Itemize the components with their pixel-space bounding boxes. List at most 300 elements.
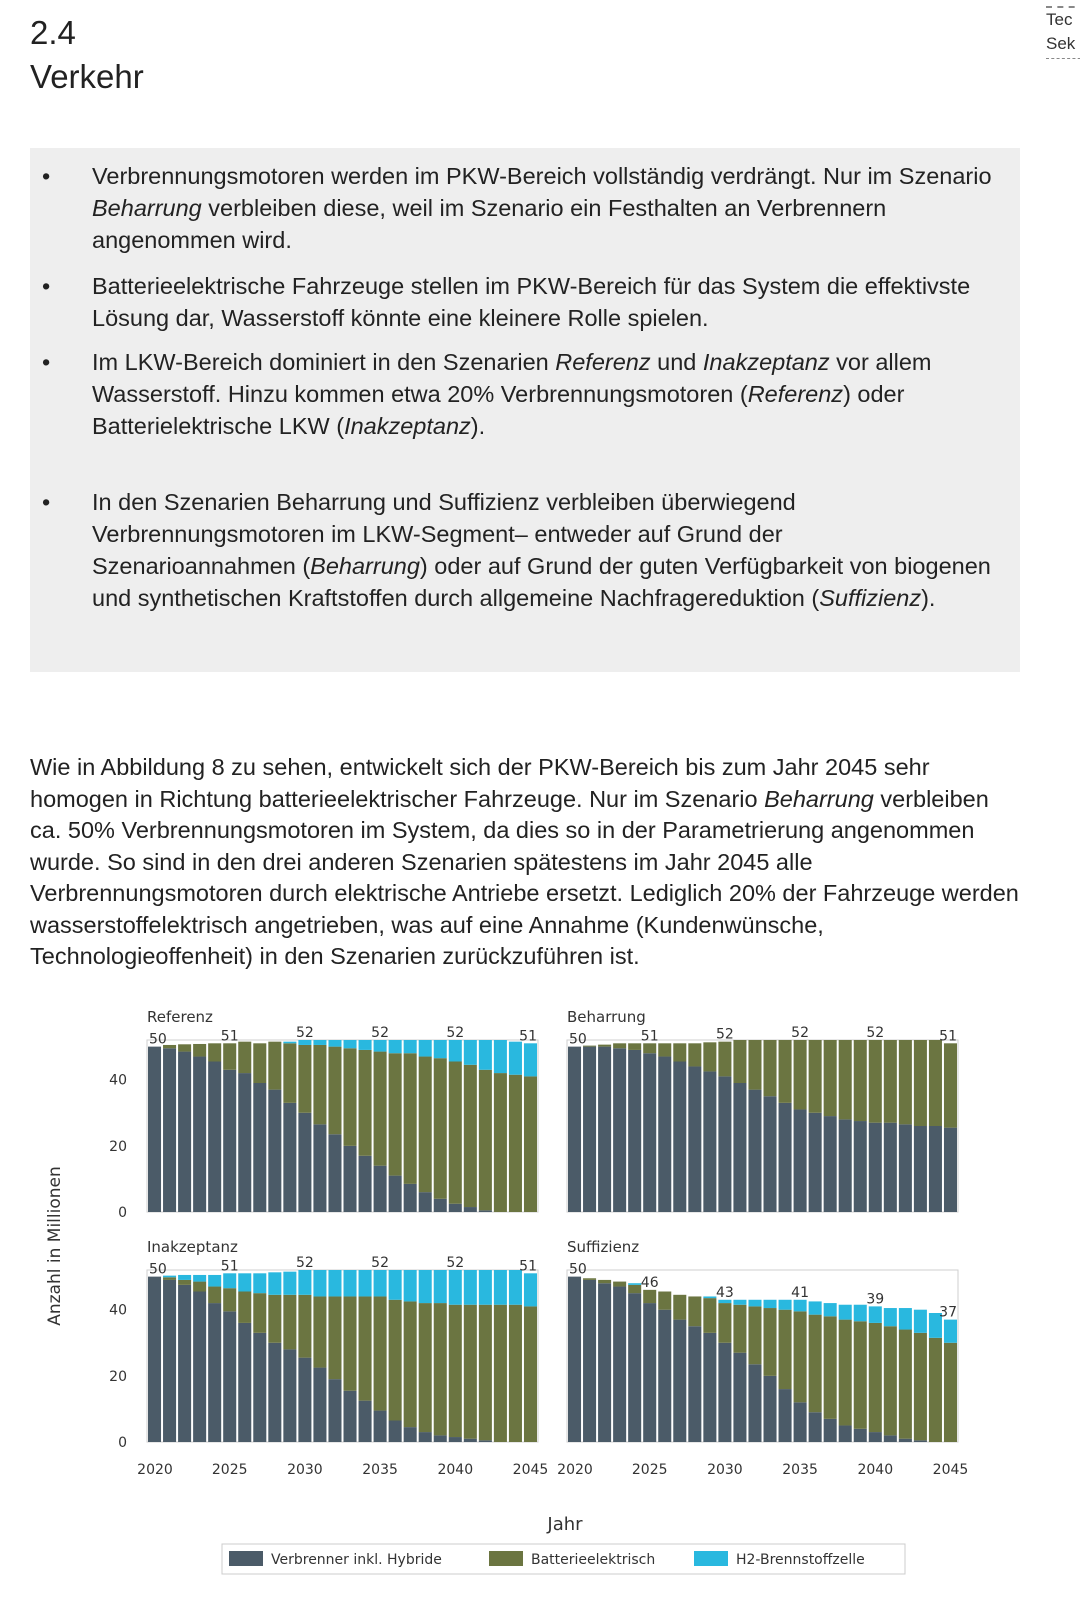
legend-swatch xyxy=(694,1551,728,1566)
bar-segment xyxy=(613,1287,626,1442)
bar-segment xyxy=(718,1343,731,1442)
bar-segment xyxy=(208,1275,221,1287)
bar-segment xyxy=(223,1043,236,1069)
bar-segment xyxy=(764,1376,777,1442)
bar-segment xyxy=(238,1042,251,1073)
bar-segment xyxy=(419,1192,432,1212)
bullet-text: Verbrennungsmotoren werden im PKW-Bereich vollständig verdrängt. Nur im Szenario Beharrung verbleiben diese, weil im Szenario ein Festhalten an Verbrennern angenommen wird. xyxy=(92,163,992,253)
bar-segment xyxy=(944,1343,957,1442)
total-label: 51 xyxy=(220,1258,239,1275)
bar-segment xyxy=(658,1310,671,1442)
total-label: 52 xyxy=(715,1026,734,1043)
bar-segment xyxy=(328,1047,341,1135)
bar-segment xyxy=(869,1306,882,1323)
bar-segment xyxy=(839,1425,852,1442)
bar-segment xyxy=(223,1288,236,1311)
total-label: 52 xyxy=(295,1255,314,1271)
bar-segment xyxy=(568,1047,581,1212)
bar-segment xyxy=(809,1113,822,1212)
bar-segment xyxy=(253,1333,266,1442)
bar-segment xyxy=(419,1270,432,1303)
bar-segment xyxy=(583,1280,596,1442)
bar-segment xyxy=(899,1330,912,1439)
y-tick-label: 40 xyxy=(109,1302,127,1319)
bar-segment xyxy=(208,1043,221,1061)
bar-segment xyxy=(193,1282,206,1292)
bar-segment xyxy=(884,1435,897,1442)
bar-segment xyxy=(824,1116,837,1212)
bar-segment xyxy=(464,1040,477,1065)
bar-segment xyxy=(464,1305,477,1439)
chart-panel xyxy=(567,1008,958,1212)
bar-segment xyxy=(673,1043,686,1061)
section-number: 2.4 xyxy=(30,14,76,51)
total-label: 41 xyxy=(791,1284,810,1301)
bar-segment xyxy=(779,1040,792,1103)
legend-entry xyxy=(489,1551,655,1568)
bar-segment xyxy=(854,1121,867,1212)
bullet-text: Batterieelektrische Fahrzeuge stellen im PKW-Bereich für das System die effektivste Lösung dar, Wasserstoff könnte eine kleinere Rolle spielen. xyxy=(92,273,971,331)
bar-segment xyxy=(899,1040,912,1124)
bar-segment xyxy=(658,1057,671,1212)
bar-segment xyxy=(869,1432,882,1442)
panel-title: Suffizienz xyxy=(567,1238,640,1256)
x-tick-label: 2035 xyxy=(782,1462,818,1478)
bar-segment xyxy=(839,1320,852,1426)
bar-segment xyxy=(344,1296,357,1390)
total-label: 50 xyxy=(149,1031,167,1048)
bar-segment xyxy=(643,1290,656,1303)
bar-segment xyxy=(374,1270,387,1296)
bar-segment xyxy=(208,1303,221,1442)
bar-segment xyxy=(298,1270,311,1295)
bar-segment xyxy=(914,1040,927,1126)
bar-segment xyxy=(193,1044,206,1057)
bar-segment xyxy=(944,1043,957,1127)
total-label: 46 xyxy=(640,1274,659,1291)
bar-segment xyxy=(148,1277,161,1442)
bar-segment xyxy=(389,1040,402,1053)
bar-segment xyxy=(283,1103,296,1212)
bar-segment xyxy=(688,1066,701,1212)
bar-segment xyxy=(268,1272,281,1294)
bar-segment xyxy=(524,1076,537,1212)
bar-segment xyxy=(328,1379,341,1442)
bar-segment xyxy=(524,1043,537,1076)
bar-segment xyxy=(253,1273,266,1293)
x-tick-label: 2045 xyxy=(512,1462,549,1478)
bar-segment xyxy=(899,1308,912,1330)
y-axis-label: Anzahl in Millionen xyxy=(45,1166,65,1326)
bar-segment xyxy=(613,1048,626,1212)
bar-segment xyxy=(733,1305,746,1353)
total-label: 51 xyxy=(519,1028,537,1045)
emphasis: Beharrung xyxy=(310,553,420,579)
bar-segment xyxy=(658,1292,671,1310)
bar-segment xyxy=(914,1333,927,1441)
bar-segment xyxy=(628,1050,641,1212)
bar-segment xyxy=(404,1053,417,1184)
bar-segment xyxy=(524,1273,537,1306)
bar-segment xyxy=(238,1273,251,1291)
bar-segment xyxy=(434,1040,447,1058)
bar-segment xyxy=(344,1048,357,1146)
bar-segment xyxy=(178,1275,191,1280)
bar-segment xyxy=(449,1270,462,1305)
bar-segment xyxy=(434,1058,447,1199)
total-label: 52 xyxy=(791,1025,810,1041)
x-tick-label: 2025 xyxy=(211,1462,248,1478)
bar-segment xyxy=(404,1184,417,1212)
bar-segment xyxy=(643,1043,656,1053)
bar-segment xyxy=(869,1123,882,1212)
total-label: 39 xyxy=(866,1291,885,1308)
bar-segment xyxy=(268,1295,281,1343)
x-tick-label: 2040 xyxy=(437,1462,474,1478)
bar-segment xyxy=(568,1277,581,1442)
bar-segment xyxy=(434,1270,447,1303)
total-label: 52 xyxy=(446,1025,465,1041)
bar-segment xyxy=(794,1402,807,1442)
bar-segment xyxy=(419,1303,432,1432)
bar-segment xyxy=(779,1300,792,1310)
bar-segment xyxy=(389,1300,402,1421)
bar-segment xyxy=(809,1315,822,1413)
body-paragraph: Wie in Abbildung 8 zu sehen, entwickelt sich der PKW-Bereich bis zum Jahr 2045 sehr homogen in Richtung batterieelektrischer Fahrzeuge. Nur im Szenario Beharrung verbleiben ca. 50% Verbrennungsmotoren im System, da dies so in der Parametrierung angenommen wurde. So sind in den drei anderen Szenarien spätestens im Jahr 2045 alle Verbrennungsmotoren durch elektrische Antriebe ersetzt. Lediglich 20% der Fahrzeuge werden wasserstoffelektrisch angetrieben, was auf eine Annahme (Kundenwünsche, Technologieoffenheit) in den Szenarien zurückzuführen ist. xyxy=(30,754,1019,969)
bar-segment xyxy=(598,1045,611,1047)
bar-segment xyxy=(884,1326,897,1435)
bar-segment xyxy=(464,1439,477,1442)
bar-segment xyxy=(404,1270,417,1301)
bar-segment xyxy=(238,1073,251,1212)
bar-segment xyxy=(193,1057,206,1212)
bar-segment xyxy=(464,1207,477,1212)
x-tick-label: 2020 xyxy=(557,1462,593,1478)
bar-segment xyxy=(268,1343,281,1442)
bar-segment xyxy=(464,1270,477,1305)
bar-segment xyxy=(824,1419,837,1442)
x-tick-label: 2035 xyxy=(362,1462,398,1478)
panel-title: Referenz xyxy=(147,1008,213,1026)
bar-segment xyxy=(344,1146,357,1212)
total-label: 52 xyxy=(295,1025,314,1041)
x-tick-label: 2030 xyxy=(287,1462,323,1478)
bar-segment xyxy=(598,1280,611,1283)
legend-entry xyxy=(694,1551,865,1568)
bar-segment xyxy=(628,1043,641,1050)
bar-segment xyxy=(223,1273,236,1288)
bullet-dot: • xyxy=(42,273,51,299)
emphasis: Beharrung xyxy=(764,785,874,812)
bar-segment xyxy=(328,1040,341,1047)
bar-segment xyxy=(733,1353,746,1442)
bar-segment xyxy=(613,1282,626,1287)
bar-segment xyxy=(479,1270,492,1305)
bar-segment xyxy=(854,1321,867,1429)
bar-segment xyxy=(673,1295,686,1320)
bar-segment xyxy=(583,1047,596,1212)
bar-segment xyxy=(764,1300,777,1308)
x-tick-label: 2025 xyxy=(631,1462,668,1478)
bar-segment xyxy=(359,1296,372,1400)
bar-segment xyxy=(268,1042,281,1090)
bar-segment xyxy=(748,1090,761,1212)
bar-segment xyxy=(268,1090,281,1212)
total-label: 50 xyxy=(569,1031,587,1048)
bar-segment xyxy=(628,1293,641,1442)
bar-segment xyxy=(178,1052,191,1212)
bar-segment xyxy=(658,1043,671,1056)
bar-segment xyxy=(479,1440,492,1442)
bar-segment xyxy=(479,1305,492,1441)
bar-segment xyxy=(208,1287,221,1304)
bar-segment xyxy=(163,1048,176,1212)
bar-segment xyxy=(718,1303,731,1343)
y-tick-label: 0 xyxy=(118,1205,127,1221)
legend-label: H2-Brennstoffzelle xyxy=(736,1552,865,1568)
bar-segment xyxy=(223,1070,236,1212)
bar-segment xyxy=(434,1435,447,1442)
bar-segment xyxy=(509,1075,522,1212)
bar-segment xyxy=(809,1412,822,1442)
bar-segment xyxy=(479,1070,492,1211)
bar-segment xyxy=(824,1040,837,1116)
bar-segment xyxy=(374,1040,387,1052)
bar-segment xyxy=(899,1124,912,1212)
total-label: 51 xyxy=(220,1028,239,1045)
bar-segment xyxy=(298,1358,311,1442)
bar-segment xyxy=(344,1040,357,1048)
bar-segment xyxy=(193,1275,206,1282)
bar-segment xyxy=(914,1440,927,1442)
bar-segment xyxy=(359,1050,372,1156)
bar-segment xyxy=(628,1283,641,1285)
x-tick-label: 2030 xyxy=(707,1462,743,1478)
bar-segment xyxy=(359,1156,372,1212)
bar-segment xyxy=(449,1305,462,1437)
bar-segment xyxy=(193,1292,206,1443)
bar-segment xyxy=(313,1040,326,1045)
bar-segment xyxy=(178,1285,191,1442)
emphasis: Beharrung xyxy=(92,195,202,221)
bar-segment xyxy=(253,1043,266,1083)
total-label: 50 xyxy=(149,1261,167,1278)
bar-segment xyxy=(223,1311,236,1442)
bar-segment xyxy=(374,1296,387,1410)
bar-segment xyxy=(809,1040,822,1113)
total-label: 37 xyxy=(939,1304,957,1321)
legend-swatch xyxy=(229,1551,263,1566)
bar-segment xyxy=(208,1062,221,1213)
bar-segment xyxy=(809,1301,822,1314)
bar-segment xyxy=(344,1391,357,1442)
legend-label: Batterieelektrisch xyxy=(531,1552,656,1568)
bar-segment xyxy=(794,1040,807,1109)
bar-segment xyxy=(884,1123,897,1212)
bar-segment xyxy=(764,1040,777,1096)
bar-segment xyxy=(374,1411,387,1442)
bar-segment xyxy=(914,1126,927,1212)
bar-segment xyxy=(359,1270,372,1296)
chart-panel xyxy=(109,1008,538,1221)
bar-segment xyxy=(449,1204,462,1212)
bar-segment xyxy=(389,1270,402,1300)
x-axis-label: Jahr xyxy=(547,1514,583,1535)
bar-segment xyxy=(419,1057,432,1193)
bar-segment xyxy=(328,1134,341,1212)
total-label: 52 xyxy=(866,1025,885,1041)
bar-segment xyxy=(253,1083,266,1212)
bar-segment xyxy=(283,1043,296,1103)
bar-segment xyxy=(643,1053,656,1212)
total-label: 52 xyxy=(446,1255,465,1271)
bar-segment xyxy=(839,1040,852,1119)
bar-segment xyxy=(869,1040,882,1123)
bar-segment xyxy=(283,1042,296,1044)
bar-segment xyxy=(238,1292,251,1323)
bar-segment xyxy=(598,1047,611,1212)
y-tick-label: 20 xyxy=(109,1138,127,1155)
bar-segment xyxy=(839,1305,852,1320)
bar-segment xyxy=(748,1300,761,1307)
bar-segment xyxy=(419,1432,432,1442)
panel-title: Inakzeptanz xyxy=(147,1238,238,1256)
bar-segment xyxy=(344,1270,357,1296)
x-tick-label: 2045 xyxy=(932,1462,969,1478)
bar-segment xyxy=(494,1073,507,1212)
legend-entry xyxy=(229,1551,442,1568)
bar-segment xyxy=(733,1300,746,1305)
bar-segment xyxy=(313,1368,326,1442)
bar-segment xyxy=(494,1305,507,1442)
x-tick-label: 2020 xyxy=(137,1462,173,1478)
bar-segment xyxy=(509,1042,522,1075)
bar-segment xyxy=(479,1040,492,1070)
bar-segment xyxy=(794,1311,807,1402)
bar-segment xyxy=(404,1040,417,1053)
bar-segment xyxy=(163,1277,176,1280)
legend-swatch xyxy=(489,1551,523,1566)
bar-segment xyxy=(748,1040,761,1090)
emphasis: Referenz xyxy=(747,381,844,407)
bar-segment xyxy=(389,1053,402,1175)
bar-segment xyxy=(509,1270,522,1305)
bar-segment xyxy=(253,1293,266,1333)
bar-segment xyxy=(359,1040,372,1050)
bar-segment xyxy=(283,1272,296,1295)
bullet-dot: • xyxy=(42,163,51,189)
bar-segment xyxy=(944,1320,957,1343)
bar-segment xyxy=(779,1103,792,1212)
running-header-line-1: Tec xyxy=(1046,10,1073,29)
bar-segment xyxy=(929,1040,942,1126)
bar-segment xyxy=(794,1300,807,1312)
bar-segment xyxy=(733,1040,746,1083)
bar-segment xyxy=(163,1280,176,1442)
bar-segment xyxy=(718,1076,731,1212)
bar-segment xyxy=(703,1042,716,1071)
y-tick-label: 40 xyxy=(109,1072,127,1089)
legend-label: Verbrenner inkl. Hybride xyxy=(271,1552,442,1568)
bar-segment xyxy=(899,1439,912,1442)
bar-segment xyxy=(313,1124,326,1212)
bar-segment xyxy=(583,1278,596,1280)
bar-segment xyxy=(479,1210,492,1212)
bar-segment xyxy=(494,1040,507,1073)
bar-segment xyxy=(178,1280,191,1285)
bar-segment xyxy=(298,1045,311,1113)
bar-segment xyxy=(673,1320,686,1442)
bar-segment xyxy=(494,1270,507,1305)
bar-segment xyxy=(404,1427,417,1442)
bar-segment xyxy=(298,1295,311,1358)
bar-segment xyxy=(313,1296,326,1367)
panel-title: Beharrung xyxy=(567,1008,646,1026)
bar-segment xyxy=(434,1199,447,1212)
x-tick-label: 2040 xyxy=(857,1462,894,1478)
bar-segment xyxy=(794,1109,807,1212)
total-label: 51 xyxy=(519,1258,537,1275)
bar-segment xyxy=(434,1303,447,1435)
bar-segment xyxy=(328,1296,341,1379)
bar-segment xyxy=(178,1044,191,1051)
bar-segment xyxy=(703,1298,716,1333)
total-label: 50 xyxy=(569,1261,587,1278)
bar-segment xyxy=(328,1270,341,1296)
bar-segment xyxy=(613,1043,626,1048)
bar-segment xyxy=(449,1437,462,1442)
bar-segment xyxy=(464,1065,477,1207)
total-label: 43 xyxy=(715,1284,734,1301)
bar-segment xyxy=(839,1119,852,1212)
bar-segment xyxy=(673,1062,686,1213)
bar-segment xyxy=(449,1062,462,1204)
bar-segment xyxy=(313,1045,326,1124)
bar-segment xyxy=(929,1126,942,1212)
bar-segment xyxy=(283,1295,296,1350)
section-title: Verkehr xyxy=(30,58,144,95)
bar-segment xyxy=(824,1316,837,1419)
bar-segment xyxy=(374,1166,387,1212)
bullet-dot: • xyxy=(42,489,51,515)
emphasis: Suffizienz xyxy=(819,585,922,611)
bar-segment xyxy=(688,1043,701,1066)
chart-panel xyxy=(557,1238,968,1478)
total-label: 51 xyxy=(640,1028,659,1045)
running-header-line-2: Sek xyxy=(1046,34,1076,53)
bar-segment xyxy=(733,1083,746,1212)
bar-segment xyxy=(419,1040,432,1057)
bar-segment xyxy=(854,1040,867,1121)
emphasis: Inakzeptanz xyxy=(702,349,830,375)
bar-segment xyxy=(929,1338,942,1442)
bar-segment xyxy=(703,1071,716,1212)
bar-segment xyxy=(389,1421,402,1443)
bar-segment xyxy=(313,1270,326,1296)
bar-segment xyxy=(764,1308,777,1376)
bar-segment xyxy=(718,1042,731,1077)
bullet-text: In den Szenarien Beharrung und Suffizienz verbleiben überwiegend Verbrennungsmotoren im LKW-Segment– entweder auf Grund der Szenarioannahmen (Beharrung) oder auf Grund der guten Verfügbarkeit von biogenen und synthetischen Kraftstoffen durch allgemeine Nachfragereduktion (Suffizienz). xyxy=(92,489,991,611)
bar-segment xyxy=(944,1128,957,1212)
bar-segment xyxy=(509,1305,522,1442)
bar-segment xyxy=(643,1303,656,1442)
bar-segment xyxy=(914,1310,927,1333)
bullet-text: Im LKW-Bereich dominiert in den Szenarien Referenz und Inakzeptanz vor allem Wasserstoff. Hinzu kommen etwa 20% Verbrennungsmotoren (Referenz) oder Batterielektrische LKW (Inakzeptanz). xyxy=(92,349,932,439)
bar-segment xyxy=(688,1296,701,1326)
bar-segment xyxy=(884,1308,897,1326)
bar-segment xyxy=(688,1326,701,1442)
bar-segment xyxy=(298,1113,311,1212)
